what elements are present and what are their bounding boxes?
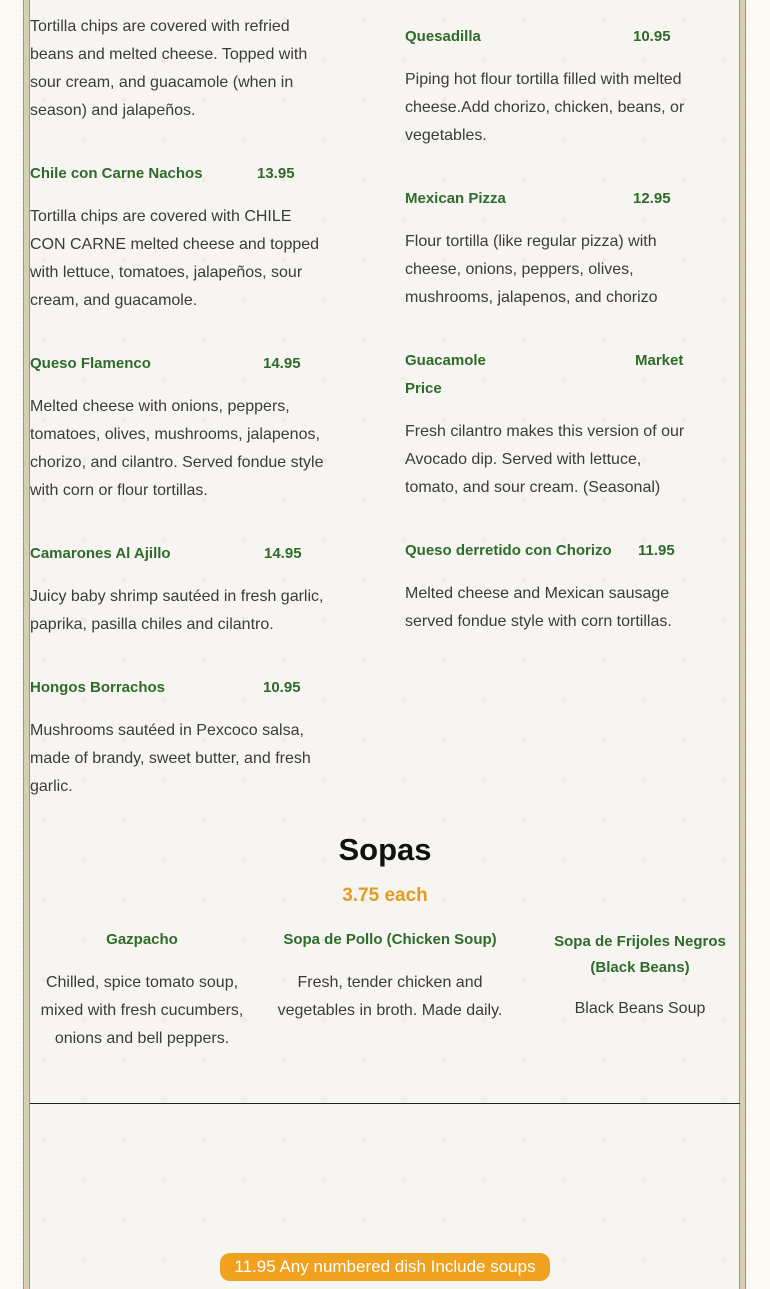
soup-item-frijoles [546,929,734,1023]
item-name: Queso derretido con Chorizo [405,542,612,559]
item-price: 12.95 [633,190,671,207]
item-description: Tortilla chips are covered with refried beans and melted cheese. Topped with sour cream, and guacamole (when in season) and jalapeños. [30,18,308,119]
soup-name: Sopa de Pollo (Chicken Soup) [283,931,497,948]
item-description: Juicy baby shrimp sautéed in fresh garlic, paprika, pasilla chiles and cilantro. [30,588,324,633]
item-price-continued: Price [405,380,442,397]
item-name: Chile con Carne Nachos [30,165,203,182]
section-title: Sopas [338,832,432,867]
promo-badge: 11.95 Any numbered dish Include soups [220,1253,550,1281]
soup-name: Gazpacho [106,931,178,948]
item-price: 10.95 [633,28,671,45]
item-name: Mexican Pizza [405,190,506,207]
soup-description: Black Beans Soup [574,1000,706,1017]
soup-description: Fresh, tender chicken and vegetables in broth. Made daily. [277,974,503,1019]
section-divider [30,1103,740,1104]
soup-item-gazpacho [35,927,249,1053]
decorative-border-left [23,0,30,1289]
item-description: Tortilla chips are covered with CHILE CON CARNE melted cheese and topped with lettuce, tomatoes, jalapeños, sour cream, and guacamole. [30,208,320,309]
soup-item-pollo [272,927,508,1025]
item-name: Queso Flamenco [30,355,151,372]
item-description: Mushrooms sautéed in Pexcoco salsa, made of brandy, sweet butter, and fresh garlic. [30,722,311,795]
item-description: Melted cheese with onions, peppers, tomatoes, olives, mushrooms, jalapenos, chorizo, and cilantro. Served fondue style with corn or flour tortillas. [30,398,324,499]
item-price: 10.95 [263,679,301,696]
decorative-border-right [739,0,746,1289]
item-name: Guacamole [405,352,486,369]
item-description: Fresh cilantro makes this version of our Avocado dip. Served with lettuce, tomato, and sour cream. (Seasonal) [405,423,685,496]
item-price: 14.95 [263,355,301,372]
item-name: Quesadilla [405,28,481,45]
item-description: Piping hot flour tortilla filled with melted cheese.Add chorizo, chicken, beans, or vegetables. [405,71,685,144]
soup-name: Sopa de Frijoles Negros (Black Beans) [554,933,726,976]
item-price: 14.95 [264,545,302,562]
item-price: Market [635,352,684,369]
item-name: Camarones Al Ajillo [30,545,171,562]
item-description: Melted cheese and Mexican sausage served fondue style with corn tortillas. [405,585,672,630]
item-name: Hongos Borrachos [30,679,166,696]
item-price: 13.95 [257,165,295,182]
item-description: Flour tortilla (like regular pizza) with cheese, onions, peppers, olives, mushrooms, jalapenos, and chorizo [405,233,658,306]
section-price: 3.75 each [342,885,428,906]
soup-description: Chilled, spice tomato soup, mixed with fresh cucumbers, onions and bell peppers. [40,974,244,1047]
item-price: 11.95 [638,542,675,559]
